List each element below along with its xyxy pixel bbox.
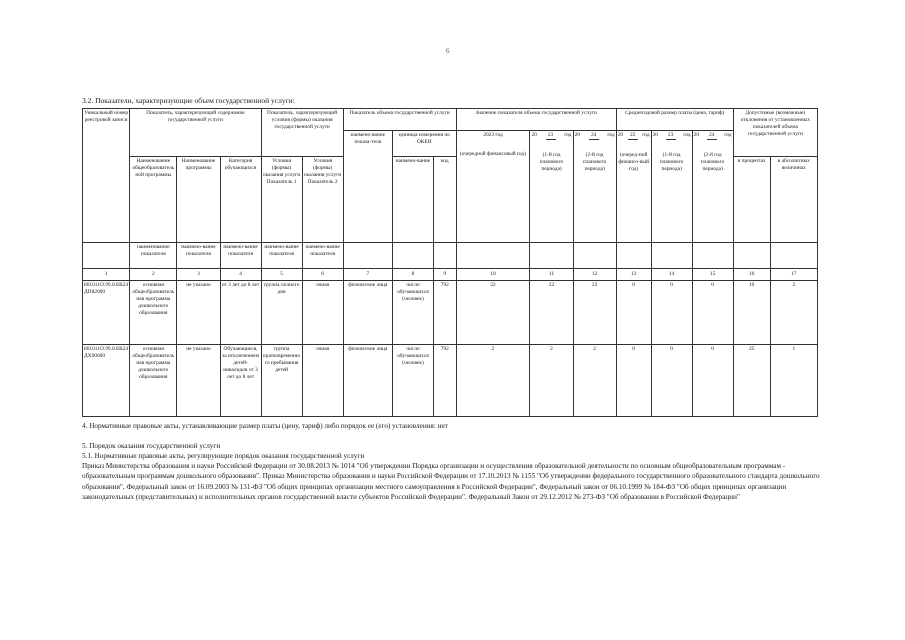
price-2025-note: (2-й год планового периода) — [700, 151, 725, 172]
column-number: 10 — [456, 269, 530, 281]
row-deviation-percent: 25 — [733, 345, 770, 417]
header-sub-program: Наименование общеобразовательной программы — [130, 157, 177, 243]
indicator-spacer — [530, 243, 573, 269]
indicator-spacer — [343, 243, 392, 269]
indicator-spacer — [692, 243, 733, 269]
row-unit-code: 792 — [433, 345, 456, 417]
header-price-2023 — [616, 131, 651, 243]
row-unit-name: число обучающихся (человек) — [392, 281, 433, 345]
column-number-row — [83, 269, 818, 281]
row-price-2024: 0 — [651, 281, 692, 345]
indicator-spacer — [651, 243, 692, 269]
row-form-2: очная — [302, 345, 343, 417]
column-number: 16 — [733, 269, 770, 281]
indicator-spacer — [770, 243, 817, 269]
row-program: основная общеобразовательная программа дошкольного образования — [130, 281, 177, 345]
section-5-title: 5. Порядок оказания государственной услуги — [82, 442, 221, 450]
header-in-percent: в процентах — [733, 157, 770, 243]
indicator-spacer — [433, 243, 456, 269]
row-value-2024: 22 — [530, 281, 573, 345]
indicator-caption-4: наимено-вание показателя — [261, 243, 302, 269]
header-price-2024 — [651, 131, 692, 243]
header-year-2023-label: 2023 год — [483, 132, 503, 138]
header-unit-of-measure: единица измерения по ОКЕИ — [392, 131, 456, 157]
header-price-group: Среднегодовой размер платы (цена, тариф) — [616, 109, 733, 131]
price-2024-note: (1-й год планового периода) — [659, 151, 684, 172]
price-2024-year: 23 — [666, 132, 676, 140]
row-value-2025: 22 — [573, 281, 616, 345]
indicator-spacer — [733, 243, 770, 269]
row-value-2023: 22 — [456, 281, 530, 345]
row-value-2023: 2 — [456, 345, 530, 417]
section-5-1-title: 5.1. Нормативные правовые акты, регулирующие порядок оказания государственной услуги — [82, 452, 365, 460]
row-deviation-percent: 10 — [733, 281, 770, 345]
header-sub-forms: Условия (формы) оказания услуги Показатель 1 — [261, 157, 302, 243]
header-value-group: Значение показателя объема государственной услуги — [456, 109, 616, 131]
header-deviation-group: Допустимые (возможные) отклонения от установленных показателей объема государственной услуги — [733, 109, 817, 157]
indicator-caption-5: наимено-вание показателя — [302, 243, 343, 269]
indicator-spacer — [392, 243, 433, 269]
value-2025-century: 20 — [574, 132, 580, 138]
column-number: 5 — [261, 269, 302, 281]
value-2025-god: год — [607, 132, 615, 138]
header-sub-unit-name: наимено-вание — [392, 157, 433, 243]
value-2025-note: (2-й год планового периода) — [582, 151, 607, 172]
row-category: Обучающиеся, за исключением детей-инвалидов от 3 лет до 8 лет — [220, 345, 261, 417]
row-form-2: очная — [302, 281, 343, 345]
indicator-spacer — [456, 243, 530, 269]
row-price-2023: 0 — [616, 281, 651, 345]
price-2025-century: 20 — [693, 132, 700, 138]
price-2025-god: год — [724, 132, 732, 138]
row-value-2024: 2 — [530, 345, 573, 417]
value-2025-year: 24 — [589, 132, 599, 140]
header-value-2025 — [573, 131, 616, 243]
indicator-spacer — [616, 243, 651, 269]
indicator-spacer — [83, 243, 130, 269]
row-deviation-absolute: 2 — [770, 281, 817, 345]
section-4-text: 4. Нормативные правовые акты, устанавливающие размер платы (цену, тариф) либо порядок ее (его) установления: нет — [82, 422, 448, 430]
column-number: 9 — [433, 269, 456, 281]
header-price-2025 — [692, 131, 733, 243]
price-2024-century: 20 — [652, 132, 658, 138]
value-2024-note: (1-й год планового периода) — [539, 151, 564, 172]
header-volume-group: Показатель объема государственной услуги — [343, 109, 456, 131]
header-unique-number: Уникальный номер реестровой записи — [83, 109, 130, 243]
section-heading: 3.2. Показатели, характеризующие объем государственной услуги: — [82, 96, 295, 105]
price-2023-century: 20 — [617, 132, 624, 138]
header-value-2024 — [530, 131, 573, 243]
value-2024-year: 23 — [546, 132, 556, 140]
column-number: 6 — [302, 269, 343, 281]
price-2023-note: (очеред-ной финансо-вый год) — [618, 151, 649, 172]
column-number: 14 — [651, 269, 692, 281]
row-unit-name: число обучающихся (человек) — [392, 345, 433, 417]
indicator-caption-1: наименование показателя — [130, 243, 177, 269]
header-conditions-group: Показатель, характеризующий условия (формы) оказания государственной услуги — [261, 109, 343, 157]
row-form-1: группа кратковременного пребывания детей — [261, 345, 302, 417]
table-row — [83, 281, 818, 345]
column-number: 17 — [770, 269, 817, 281]
column-number: 3 — [177, 269, 220, 281]
row-form-1: группа полного дня — [261, 281, 302, 345]
price-2024-god: год — [683, 132, 691, 138]
header-sub-forms-2: Условия (формы) оказания услуги Показатель 2 — [302, 157, 343, 243]
row-program-type: не указано — [177, 281, 220, 345]
column-number: 11 — [530, 269, 573, 281]
column-number: 1 — [83, 269, 130, 281]
indicator-caption-2: наимено-вание показателя — [177, 243, 220, 269]
header-year-2023-note: (очередной финансовый год) — [459, 150, 527, 157]
price-2023-god: год — [642, 132, 650, 138]
column-number: 4 — [220, 269, 261, 281]
row-unique-number: 801011О.99.0.БВ24ДП82000 — [83, 281, 130, 345]
row-value-2025: 2 — [573, 345, 616, 417]
row-unit-code: 792 — [433, 281, 456, 345]
header-indicator-name: наимено-вание показа-теля — [343, 131, 392, 243]
row-program-type: не указано — [177, 345, 220, 417]
section-5-1-text: Приказ Министерства образования и науки Российской Федерации от 30.08.2013 № 1014 "Об утверждении Порядка организации и осуществления образовательной деятельности по основным общеобразовательным программам - образовательным программам дошкольного образования". Приказ Министерства образования и науки Российской Федерации от 17.10.2013 № 1155 "Об утверждении федерального государственного образовательного стандарта дошкольного образования", Федеральный закон от 16.09.2003 № 131-ФЗ "Об общих принципах организации местного самоуправления в Российской Федерации", Федеральный закон от 06.10.1999 № 184-ФЗ "Об общих принципах организации законодательных (представительных) и исполнительных органов государственной власти субъектов Российской Федерации". Федеральный Закон от 29.12.2012 № 273-ФЗ "Об образовании в Российской Федерации" — [82, 462, 820, 502]
indicator-spacer — [573, 243, 616, 269]
column-number: 7 — [343, 269, 392, 281]
header-sub-unit-code: код — [433, 157, 456, 243]
row-indicator: физические лица — [343, 345, 392, 417]
column-number: 8 — [392, 269, 433, 281]
row-price-2024: 0 — [651, 345, 692, 417]
indicator-caption-3: наимено-вание показателя — [220, 243, 261, 269]
table-row — [83, 345, 818, 417]
header-in-absolute: в абсолютных величинах — [770, 157, 817, 243]
value-2024-god: год — [564, 132, 572, 138]
column-number: 13 — [616, 269, 651, 281]
page-number: 6 — [446, 47, 450, 55]
header-sub-program-type: Наименование программы — [177, 157, 220, 243]
header-year-2023 — [456, 131, 530, 243]
row-unique-number: 801011О.99.0.БВ24ДХ00000 — [83, 345, 130, 417]
price-2023-year: 22 — [628, 132, 638, 140]
row-category: от 3 лет до 8 лет — [220, 281, 261, 345]
column-number: 2 — [130, 269, 177, 281]
header-content-group: Показатель, характеризующий содержание государственной услуги — [130, 109, 261, 157]
header-sub-category: Категория обучающихся — [220, 157, 261, 243]
value-2024-century: 20 — [531, 132, 537, 138]
price-2025-year: 24 — [707, 132, 717, 140]
row-program: основная общеобразовательная программа дошкольного образования — [130, 345, 177, 417]
row-price-2025: 0 — [692, 281, 733, 345]
column-number: 15 — [692, 269, 733, 281]
row-indicator: физические лица — [343, 281, 392, 345]
volume-indicators-table — [82, 108, 818, 417]
row-price-2023: 0 — [616, 345, 651, 417]
column-number: 12 — [573, 269, 616, 281]
row-deviation-absolute: 1 — [770, 345, 817, 417]
row-price-2025: 0 — [692, 345, 733, 417]
